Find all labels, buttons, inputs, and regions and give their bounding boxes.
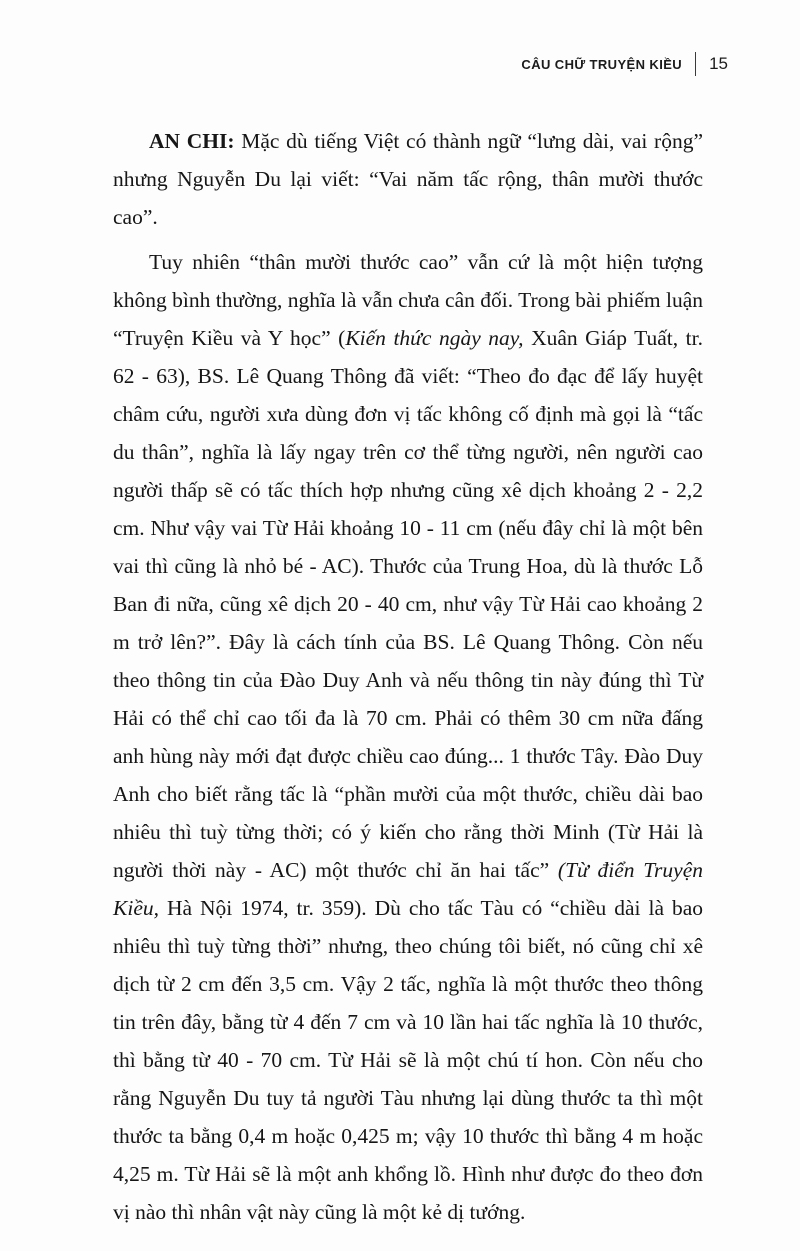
text-segment: Mặc dù tiếng Việt có thành ngữ “lưng dài, vai rộng” nhưng Nguyễn Du lại viết: “Vai năm tấc rộng, thân mười thước cao”. bbox=[113, 129, 703, 229]
paragraph bbox=[113, 243, 703, 1231]
text-segment: (Từ điển Truyện Kiều, bbox=[113, 858, 703, 920]
page-number: 15 bbox=[709, 54, 728, 73]
running-title: CÂU CHỮ TRUYỆN KIỀU bbox=[521, 56, 683, 72]
page-body bbox=[113, 122, 703, 1238]
running-header bbox=[521, 52, 728, 76]
text-segment: Hà Nội 1974, tr. 359). Dù cho tấc Tàu có “chiều dài là bao nhiêu thì tuỳ từng thời” nhưng, theo chúng tôi biết, nó cũng chỉ xê dịch từ 2 cm đến 3,5 cm. Vậy 2 tấc, nghĩa là một thước theo thông tin trên đây, bằng từ 4 đến 7 cm và 10 lần hai tấc nghĩa là 10 thước, thì bằng từ 40 - 70 cm. Từ Hải sẽ là một chú tí hon. Còn nếu cho rằng Nguyễn Du tuy tả người Tàu nhưng lại dùng thước ta thì một thước ta bằng 0,4 m hoặc 0,425 m; vậy 10 thước thì bằng 4 m hoặc 4,25 m. Từ Hải sẽ là một anh khổng lồ. Hình như được đo theo đơn vị nào thì nhân vật này cũng là một kẻ dị tướng. bbox=[113, 896, 703, 1224]
text-segment: Xuân Giáp Tuất, tr. 62 - 63), BS. Lê Quang Thông đã viết: “Theo đo đạc để lấy huyệt châm cứu, người xưa dùng đơn vị tấc không cố định mà gọi là “tấc du thân”, nghĩa là lấy ngay trên cơ thể từng người, nên người cao người thấp sẽ có tấc thích hợp nhưng cũng xê dịch khoảng 2 - 2,2 cm. Như vậy vai Từ Hải khoảng 10 - 11 cm (nếu đây chỉ là một bên vai thì cũng là nhỏ bé - AC). Thước của Trung Hoa, dù là thước Lỗ Ban đi nữa, cũng xê dịch 20 - 40 cm, như vậy Từ Hải cao khoảng 2 m trở lên?”. Đây là cách tính của BS. Lê Quang Thông. Còn nếu theo thông tin của Đào Duy Anh và nếu thông tin này đúng thì Từ Hải có thể chỉ cao tối đa là 70 cm. Phải có thêm 30 cm nữa đấng anh hùng này mới đạt được chiều cao đúng... 1 thước Tây. Đào Duy Anh cho biết rằng tấc là “phần mười của một thước, chiều dài bao nhiêu thì tuỳ từng thời; có ý kiến cho rằng thời Minh (Từ Hải là người thời này - AC) một thước chỉ ăn hai tấc” bbox=[113, 326, 703, 882]
paragraph bbox=[113, 122, 703, 236]
text-segment: AN CHI: bbox=[149, 129, 242, 153]
header-divider bbox=[695, 52, 696, 76]
text-segment: Tuy nhiên “thân mười thước cao” vẫn cứ là một hiện tượng không bình thường, nghĩa là vẫn chưa cân đối. Trong bài phiếm luận “Truyện Kiều và Y học” ( bbox=[113, 250, 704, 350]
text-segment: Kiến thức ngày nay, bbox=[345, 326, 524, 350]
